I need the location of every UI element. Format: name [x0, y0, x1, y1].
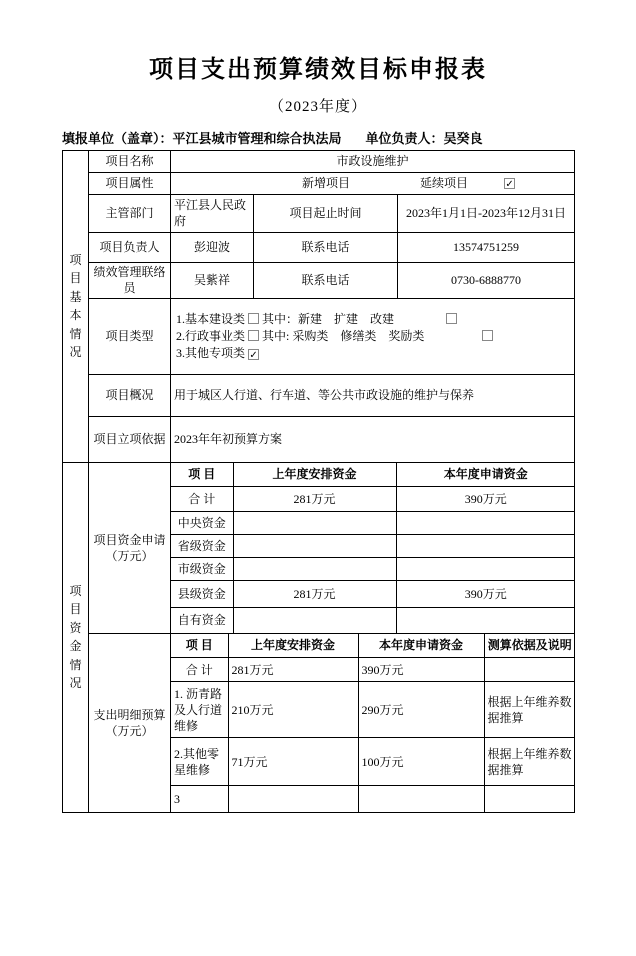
table-row	[63, 633, 575, 812]
detail-cell	[484, 658, 575, 682]
table-row	[63, 374, 575, 416]
funding-cell: 390万元	[396, 581, 575, 608]
basis-value: 2023年年初预算方案	[171, 416, 575, 462]
detail-cell: 210万元	[228, 682, 358, 738]
document-page	[0, 56, 636, 956]
field-label-project-attr: 项目属性	[89, 172, 171, 194]
funding-row-label: 省级资金	[171, 535, 233, 558]
table-row	[63, 298, 575, 374]
type-line-1-detail: 其中：新建 扩建 改建	[262, 311, 395, 326]
table-row	[63, 194, 575, 232]
detail-cell	[484, 786, 575, 812]
detail-cell	[358, 786, 484, 812]
detail-col-thisyear: 本年度申请资金	[358, 634, 484, 658]
continue-project-checkbox[interactable]: ✓	[505, 178, 514, 190]
unit-line	[62, 128, 574, 147]
funding-col-lastyear: 上年度安排资金	[233, 463, 396, 487]
section1-side-label: 项目基本情况	[63, 150, 89, 462]
page-title: 项目支出预算绩效目标申报表	[149, 57, 487, 83]
table-row	[171, 487, 575, 512]
head-value: 吴癸良	[443, 130, 483, 146]
detail-cell: 390万元	[358, 658, 484, 682]
funding-cell	[233, 558, 396, 581]
table-row	[171, 581, 575, 608]
expense-detail-table	[171, 634, 575, 812]
continue-project-label: 延续项目	[420, 176, 469, 191]
funding-apply-label: 项目资金申请（万元）	[89, 462, 171, 633]
other-special-checkbox[interactable]: ✓	[249, 349, 258, 361]
basic-info-table	[62, 150, 575, 463]
funding-cell: 281万元	[233, 487, 396, 512]
table-row	[63, 150, 575, 172]
table-row	[63, 462, 575, 633]
field-label-liaison: 绩效管理联络员	[89, 262, 171, 298]
funding-row-label: 中央资金	[171, 512, 233, 535]
table-header-row	[171, 463, 575, 487]
funding-cell	[233, 535, 396, 558]
form-content	[62, 56, 574, 813]
liaison-value: 吴紫祥	[171, 262, 254, 298]
funding-row-label: 合 计	[171, 487, 233, 512]
funding-cell	[396, 608, 575, 633]
funding-cell	[233, 608, 396, 633]
detail-row-label: 3	[171, 786, 228, 812]
funding-cell	[396, 558, 575, 581]
field-label-dept: 主管部门	[89, 194, 171, 232]
field-label-phone2: 联系电话	[254, 262, 398, 298]
field-label-time: 项目起止时间	[254, 194, 398, 232]
page-subtitle: （2023年度）	[268, 98, 367, 115]
table-header-row	[171, 634, 575, 658]
overview-value: 用于城区人行道、行车道、等公共市政设施的维护与保养	[171, 374, 575, 416]
capital-construction-checkbox[interactable]	[248, 313, 259, 324]
funding-cell: 281万元	[233, 581, 396, 608]
table-row	[63, 262, 575, 298]
detail-cell: 根据上年维养数据推算	[484, 682, 575, 738]
table-row	[63, 416, 575, 462]
expense-detail-label: 支出明细预算（万元）	[89, 633, 171, 812]
field-label-phone1: 联系电话	[254, 232, 398, 262]
detail-cell: 281万元	[228, 658, 358, 682]
type-line-2-detail: 其中: 采购类 修缮类 奖励类	[262, 328, 425, 343]
funding-cell	[396, 535, 575, 558]
funding-cell	[233, 512, 396, 535]
table-row	[171, 738, 575, 786]
time-value: 2023年1月1日-2023年12月31日	[398, 194, 575, 232]
table-row	[171, 512, 575, 535]
table-row	[171, 658, 575, 682]
section2-side-label: 项目资金情况	[63, 462, 89, 812]
detail-col-lastyear: 上年度安排资金	[228, 634, 358, 658]
field-label-overview: 项目概况	[89, 374, 171, 416]
head-label: 单位负责人：	[365, 130, 444, 146]
type-line-2-label: 2.行政事业类	[176, 328, 246, 343]
funding-row-label: 县级资金	[171, 581, 233, 608]
detail-cell	[228, 786, 358, 812]
project-attr-cell	[171, 172, 575, 194]
field-label-project-name: 项目名称	[89, 150, 171, 172]
project-type-cell	[171, 298, 575, 374]
funding-table	[171, 463, 575, 633]
table-row	[171, 558, 575, 581]
detail-cell: 290万元	[358, 682, 484, 738]
new-project-label: 新增项目	[302, 176, 351, 191]
type-line-2	[176, 328, 569, 345]
funding-row-label: 自有资金	[171, 608, 233, 633]
unit-value: 平江县城市管理和综合执法局	[172, 130, 342, 146]
dept-value: 平江县人民政府	[171, 194, 254, 232]
leader-value: 彭迎波	[171, 232, 254, 262]
liaison-phone-value: 0730-6888770	[398, 262, 575, 298]
type-line-1-label: 1.基本建设类	[176, 311, 246, 326]
funding-section-table	[62, 462, 575, 813]
detail-row-label: 合 计	[171, 658, 228, 682]
detail-col-basis: 测算依据及说明	[484, 634, 575, 658]
funding-row-label: 市级资金	[171, 558, 233, 581]
type-line-1	[176, 311, 569, 328]
administrative-sub-checkbox[interactable]	[482, 330, 493, 341]
detail-cell: 100万元	[358, 738, 484, 786]
leader-phone-value: 13574751259	[398, 232, 575, 262]
funding-col-thisyear: 本年度申请资金	[396, 463, 575, 487]
detail-cell: 根据上年维养数据推算	[484, 738, 575, 786]
project-name-value: 市政设施维护	[171, 150, 575, 172]
detail-row-label: 1. 沥青路及人行道维修	[171, 682, 228, 738]
table-row	[171, 535, 575, 558]
capital-construction-sub-checkbox[interactable]	[446, 313, 457, 324]
funding-cell	[396, 512, 575, 535]
funding-cell: 390万元	[396, 487, 575, 512]
administrative-checkbox[interactable]	[248, 330, 259, 341]
table-row	[171, 682, 575, 738]
detail-col-item: 项 目	[171, 634, 228, 658]
detail-row-label: 2.其他零星维修	[171, 738, 228, 786]
field-label-leader: 项目负责人	[89, 232, 171, 262]
type-line-3-label: 3.其他专项类	[176, 345, 246, 360]
table-row	[171, 608, 575, 633]
type-line-3	[176, 345, 569, 362]
field-label-basis: 项目立项依据	[89, 416, 171, 462]
field-label-project-type: 项目类型	[89, 298, 171, 374]
unit-label: 填报单位（盖章）：	[62, 130, 173, 146]
table-row	[63, 172, 575, 194]
table-row	[63, 232, 575, 262]
funding-col-item: 项 目	[171, 463, 233, 487]
table-row	[171, 786, 575, 812]
detail-cell: 71万元	[228, 738, 358, 786]
